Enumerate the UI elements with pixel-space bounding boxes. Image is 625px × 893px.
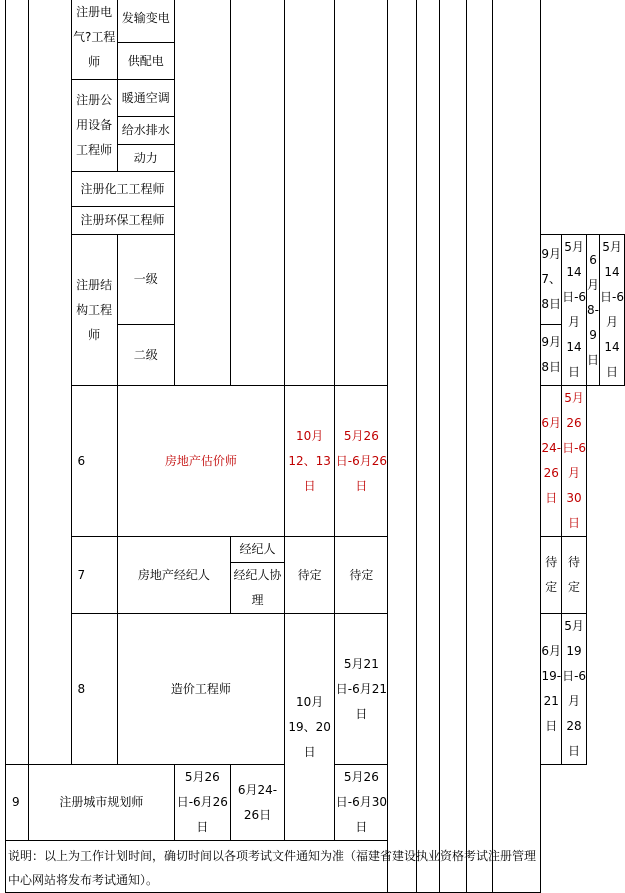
extra-col-12 [467,0,493,893]
row-number-7: 7 [71,537,117,614]
utility-engineer-label: 注册公用设备工程师 [71,80,117,172]
planner-exam-time: 6月24-26日 [231,765,285,841]
appraiser-exam-date: 10月12、13日 [285,386,335,537]
appraiser-exam-time: 6月24-26日 [541,386,562,537]
cost-planner-exam-date: 10月19、20日 [285,614,335,841]
struct-level1: 一级 [117,235,174,325]
planner-payment-date: 5月26日-6月30日 [335,765,388,841]
row-number-8: 8 [71,614,117,765]
struct-level2: 二级 [117,325,174,386]
real-estate-agent: 房地产经纪人 [117,537,230,614]
agent-payment-date: 待定 [562,537,587,614]
register-date-upper [231,0,285,386]
env-engineer: 注册环保工程师 [71,207,174,235]
row-number-6: 6 [71,386,117,537]
exam-time-upper [285,0,335,386]
struct-exam-time: 6月8-9日 [587,235,600,386]
struct-level2-date: 9月8日 [541,325,562,386]
category-cell-5 [29,0,71,765]
elec-engineer-label: 注册电气?工程师 [71,0,117,80]
urban-planner: 注册城市规划师 [29,765,174,841]
appraiser-register-date: 5月26日-6月26日 [335,386,388,537]
struct-payment-date: 5月14日-6月14日 [600,235,625,386]
cost-exam-time: 6月19-21日 [541,614,562,765]
struct-level1-date: 9月7、8日 [541,235,562,325]
extra-col-10 [416,0,439,893]
extra-col-9 [388,0,416,893]
struct-register-date: 5月14日-6月14日 [562,235,587,386]
footnote: 说明：以上为工作计划时间，确切时间以各项考试文件通知为准（福建省建设执业资格考试注册管理中心网站将发布考试通知）。 [6,841,541,893]
real-estate-appraiser: 房地产估价师 [117,386,284,537]
cost-register-date: 5月21日-6月21日 [335,614,388,765]
planner-register-date: 5月26日-6月26日 [174,765,230,841]
cost-engineer: 造价工程师 [117,614,284,765]
extra-col-11 [440,0,467,893]
agent-sub-2: 经纪人协理 [231,563,285,614]
utility-hvac: 暖通空调 [117,80,174,117]
payment-date-upper [335,0,388,386]
exam-schedule-table [5,0,625,893]
cost-payment-date: 5月19日-6月28日 [562,614,587,765]
agent-sub-1: 经纪人 [231,537,285,563]
row-number-9: 9 [6,765,29,841]
agent-register-date: 待定 [335,537,388,614]
elec-power-supply: 供配电 [117,43,174,80]
number-cell-5 [6,0,29,765]
agent-exam-date: 待定 [285,537,335,614]
extra-col-13 [493,0,541,893]
elec-power-transmission: 发输变电 [117,0,174,43]
utility-power: 动力 [117,145,174,172]
appraiser-payment-date: 5月26日-6月30日 [562,386,587,537]
utility-water: 给水排水 [117,117,174,145]
agent-exam-time: 待定 [541,537,562,614]
struct-engineer-label: 注册结构工程师 [71,235,117,386]
exam-date-upper [174,0,230,386]
chem-engineer: 注册化工工程师 [71,172,174,207]
